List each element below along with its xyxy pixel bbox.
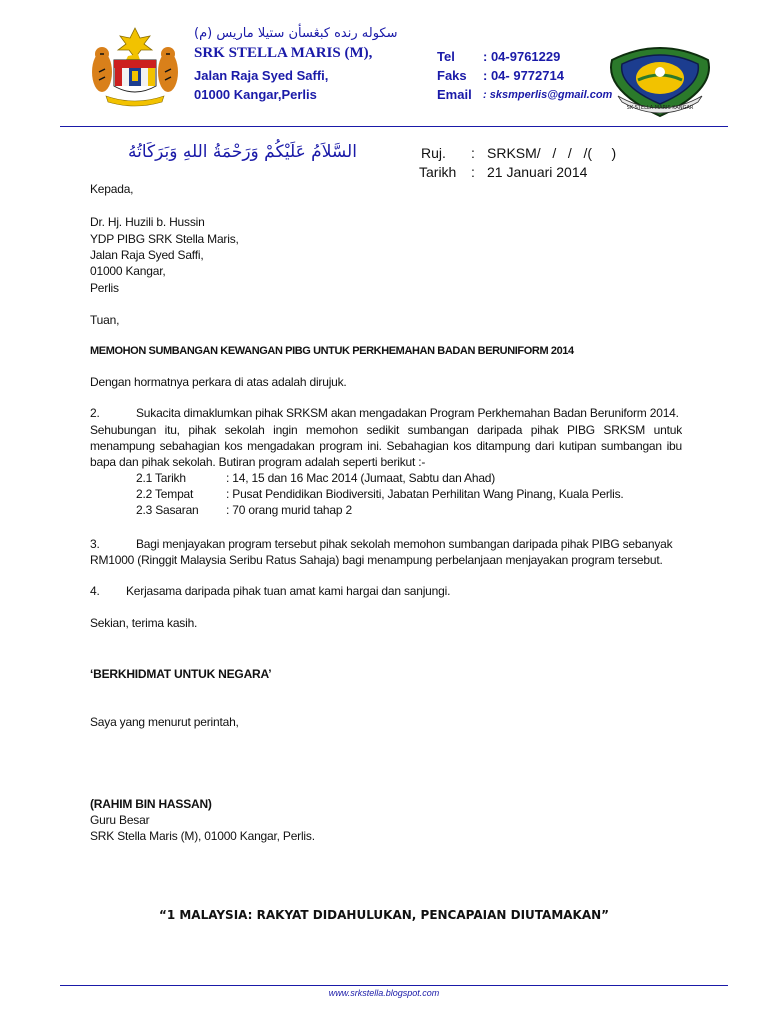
- crest-motto-text: SK STELLA MARIS KANGAR: [626, 105, 694, 111]
- recipient-line: Perlis: [90, 281, 119, 295]
- school-name-jawi: سكوله رنده كبڠسأن ستيلا ماريس (م): [194, 26, 398, 41]
- signatory-name: (RAHIM BIN HASSAN): [90, 797, 212, 811]
- detail-label: 2.1 Tarikh: [136, 471, 186, 485]
- signatory-title: Guru Besar: [90, 813, 150, 827]
- recipient-line: YDP PIBG SRK Stella Maris,: [90, 232, 239, 246]
- detail-value: : Pusat Pendidikan Biodiversiti, Jabatan Perhilitan Wang Pinang, Kuala Perlis.: [226, 487, 624, 501]
- letter-subject: MEMOHON SUMBANGAN KEWANGAN PIBG UNTUK PERKHEMAHAN BADAN BERUNIFORM 2014: [90, 345, 574, 357]
- recipient-line: 01000 Kangar,: [90, 264, 166, 278]
- recipient-line: Jalan Raja Syed Saffi,: [90, 248, 204, 262]
- sign-intro: Saya yang menurut perintah,: [90, 715, 239, 729]
- ruj-value: SRKSM/ / / /( ): [487, 145, 617, 161]
- footer-blog-link[interactable]: www.srkstella.blogspot.com: [328, 988, 440, 998]
- recipient-line: Dr. Hj. Huzili b. Hussin: [90, 215, 205, 229]
- ruj-label: Ruj.: [421, 145, 446, 161]
- detail-value: : 70 orang murid tahap 2: [226, 503, 352, 517]
- detail-value: : 14, 15 dan 16 Mac 2014 (Jumaat, Sabtu dan Ahad): [226, 471, 496, 485]
- salutation: Tuan,: [90, 313, 120, 327]
- arabic-greeting: السَّلاَمُ عَلَيْكُمْ وَرَحْمَةُ اللهِ وَبَرَكَاتُهُ: [128, 142, 357, 162]
- para-3-first-line: Bagi menjayakan program tersebut pihak sekolah memohon sumbangan daripada pihak PIBG sebanyak: [136, 537, 673, 551]
- address-line-2: 01000 Kangar,Perlis: [194, 87, 317, 102]
- para-4-number: 4.: [90, 584, 100, 598]
- para-2-number: 2.: [90, 406, 100, 420]
- email-value: : sksmperlis@gmail.com: [483, 89, 613, 101]
- recipient-intro: Kepada,: [90, 182, 134, 196]
- signatory-address: SRK Stella Maris (M), 01000 Kangar, Perlis.: [90, 829, 315, 843]
- tel-label: Tel: [437, 49, 455, 64]
- school-name: SRK STELLA MARIS (M),: [194, 45, 373, 61]
- address-line-1: Jalan Raja Syed Saffi,: [194, 68, 329, 83]
- detail-label: 2.2 Tempat: [136, 487, 194, 501]
- closing-line: Sekian, terima kasih.: [90, 616, 198, 630]
- para-3-number: 3.: [90, 537, 100, 551]
- tarikh-separator: :: [471, 164, 475, 180]
- opening-sentence: Dengan hormatnya perkara di atas adalah dirujuk.: [90, 375, 347, 389]
- detail-label: 2.3 Sasaran: [136, 503, 199, 517]
- para-2-first-line: Sukacita dimaklumkan pihak SRKSM akan mengadakan Program Perkhemahan Badan Beruniform 2014.: [136, 406, 679, 420]
- header-divider: [60, 126, 728, 127]
- para-3-second-line: RM1000 (Ringgit Malaysia Seribu Ratus Sahaja) bagi menampung perbelanjaan menjayakan program tersebut.: [90, 553, 663, 567]
- email-label: Email: [437, 87, 472, 102]
- tarikh-label: Tarikh: [419, 164, 457, 180]
- service-motto: ‘BERKHIDMAT UNTUK NEGARA’: [90, 667, 272, 681]
- tarikh-value: 21 Januari 2014: [487, 164, 588, 180]
- footer-divider: [60, 985, 728, 986]
- para-4-text: Kerjasama daripada pihak tuan amat kami hargai dan sanjungi.: [126, 584, 451, 598]
- fax-label: Faks: [437, 68, 467, 83]
- fax-value: : 04- 9772714: [483, 68, 564, 83]
- slogan: “1 MALAYSIA: RAKYAT DIDAHULUKAN, PENCAPAIAN DIUTAMAKAN”: [158, 908, 610, 922]
- malaysia-coat-of-arms-logo: [88, 24, 182, 108]
- tel-value: : 04-9761229: [483, 49, 561, 64]
- school-crest-logo: [604, 40, 716, 118]
- para-2-text: Sehubungan itu, pihak sekolah ingin memohon sedikit sumbangan daripada pihak PIBG SRKSM untuk menampung sebahagian kos mengadakan program ini. Sebahagian kos ditampung dari kutipan sumbangan ibu bapa dan pihak sekolah. Butiran program adalah seperti berikut :-: [90, 423, 682, 469]
- ruj-separator: :: [471, 145, 475, 161]
